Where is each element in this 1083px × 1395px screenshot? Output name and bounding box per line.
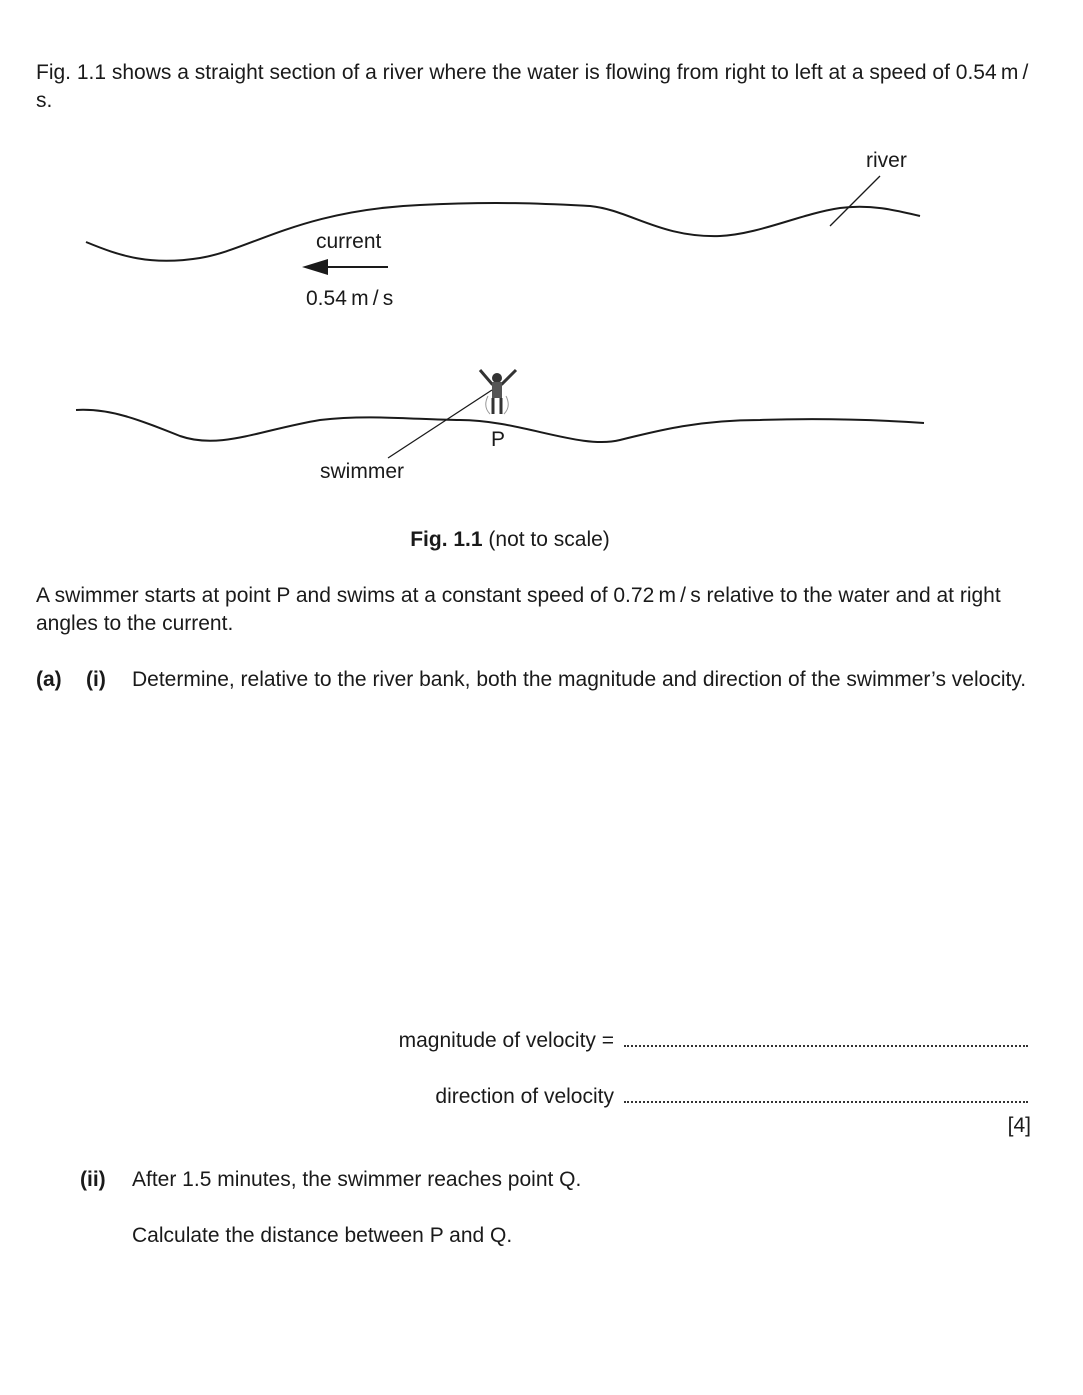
magnitude-label: magnitude of velocity = [398,1029,614,1052]
part-a-ii-instruction: Calculate the distance between P and Q. [132,1224,513,1247]
swimmer-label: swimmer [320,460,404,483]
direction-label: direction of velocity [435,1085,614,1108]
swimmer-figure [480,370,516,414]
swimmer-paragraph: A swimmer starts at point P and swims at a constant speed of 0.72 m / s relative to the water and at right angles to the current. [36,584,1001,635]
current-label: current [316,230,382,253]
point-p-label: P [491,428,506,451]
marks-badge: [4] [1007,1114,1031,1137]
magnitude-answer-line[interactable] [624,1045,1028,1047]
current-speed-label: 0.54 m / s [306,287,394,310]
caption-figure-number: Fig. 1.1 [410,528,483,551]
upper-river-bank [86,203,920,261]
direction-answer-line[interactable] [624,1101,1028,1103]
part-a-ii-label: (ii) [80,1168,106,1191]
part-a-i-question: Determine, relative to the river bank, both the magnitude and direction of the swimmer’s velocity. [132,668,1027,691]
figure-caption [0,526,1020,554]
part-a-ii-question: After 1.5 minutes, the swimmer reaches point Q. [132,1168,582,1191]
swimmer-leader-line [388,390,492,458]
river-leader-line [830,176,880,226]
intro-paragraph: Fig. 1.1 shows a straight section of a river where the water is flowing from right to left at a speed of 0.54 m / s. [36,61,1033,112]
part-a-label: (a) [36,668,62,691]
current-arrowhead [302,259,328,275]
river-figure [0,140,1083,520]
caption-note: (not to scale) [482,528,610,551]
river-label: river [866,149,907,172]
part-a-i-label: (i) [86,668,106,691]
